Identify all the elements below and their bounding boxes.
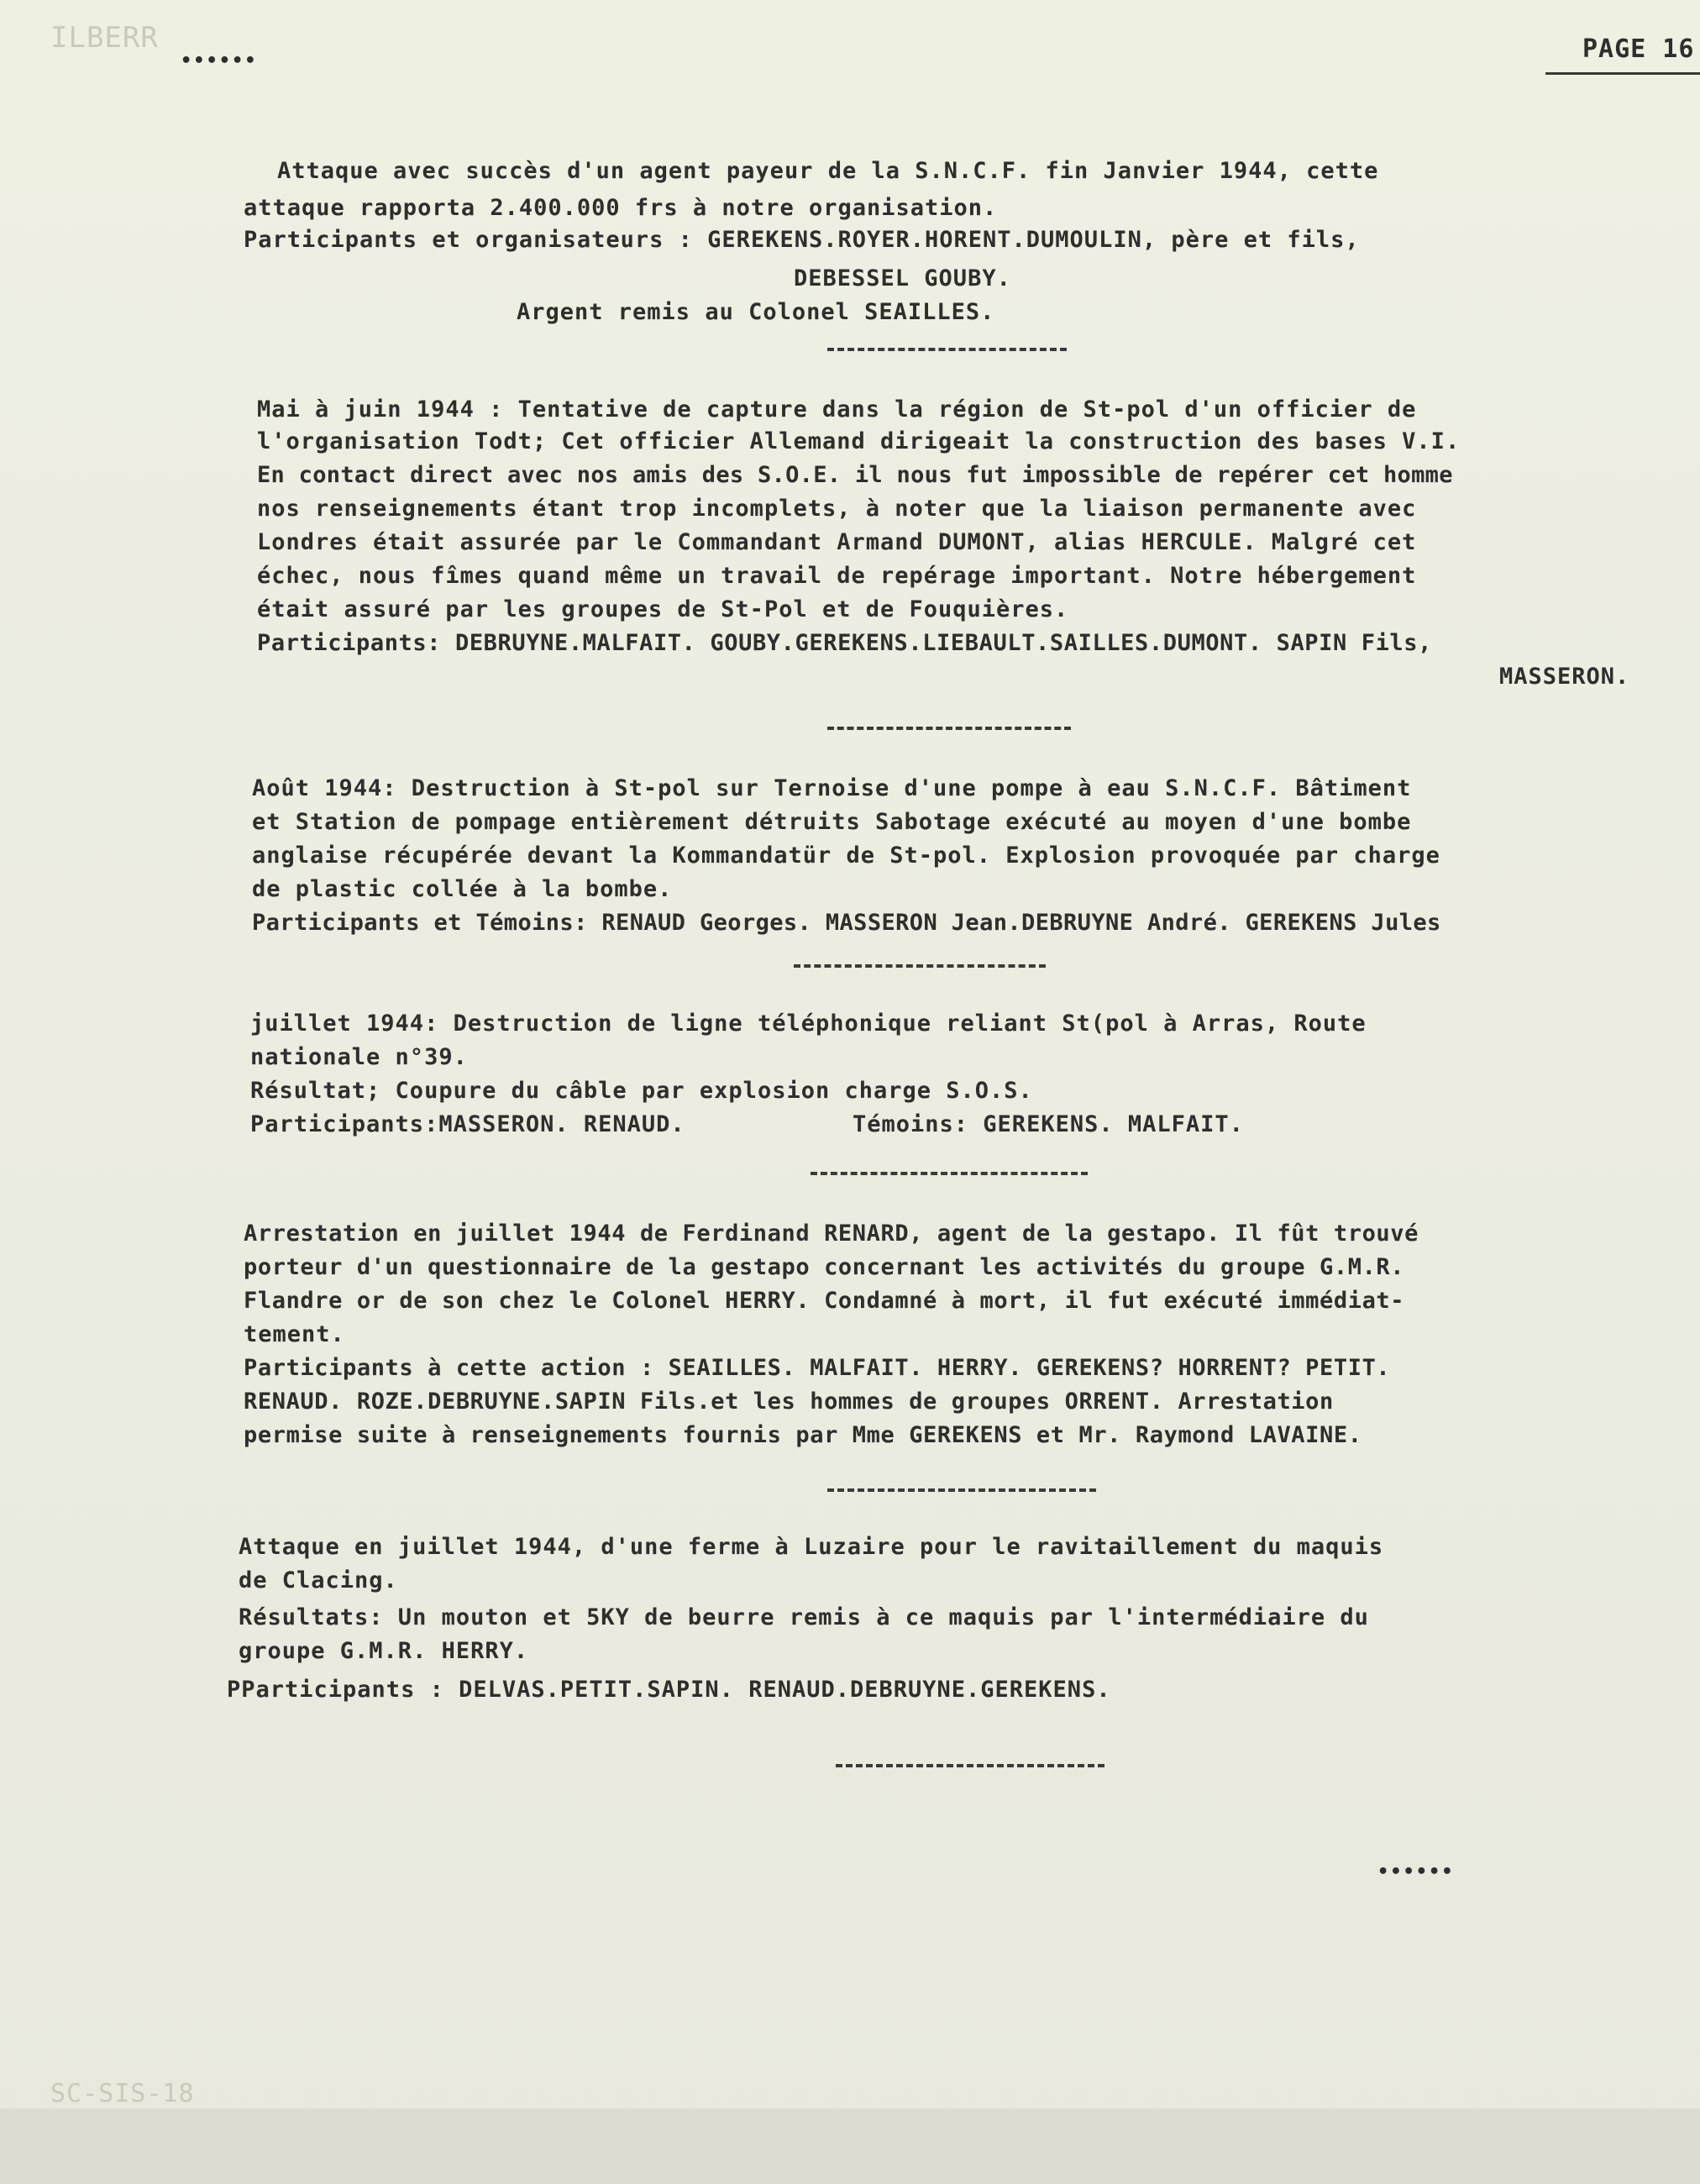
paragraph-line: En contact direct avec nos amis des S.O.E. il nous fut impossible de repérer cet homme: [257, 462, 1453, 488]
paragraph-line: nos renseignements étant trop incomplets, à noter que la liaison permanente avec: [257, 496, 1417, 522]
paragraph-line: de plastic collée à la bombe.: [252, 876, 673, 902]
paragraph-line: tement.: [244, 1321, 345, 1347]
paragraph-line: Flandre or de son chez le Colonel HERRY. Condamné à mort, il fut exécuté immédiat-: [244, 1288, 1405, 1314]
page-label: PAGE 16: [1582, 34, 1695, 64]
faint-stamp: SC-SIS-18: [50, 2079, 195, 2108]
paragraph-line: Août 1944: Destruction à St-pol sur Ternoise d'une pompe à eau S.N.C.F. Bâtiment: [252, 775, 1412, 801]
paragraph-line: Participants et Témoins: RENAUD Georges. MASSERON Jean.DEBRUYNE André. GEREKENS Jules: [252, 910, 1441, 936]
dashed-separator: [794, 964, 1046, 968]
paragraph-line: groupe G.M.R. HERRY.: [239, 1638, 529, 1664]
faint-corner-text: ILBERR: [50, 21, 159, 55]
paragraph-line: Attaque en juillet 1944, d'une ferme à Luzaire pour le ravitaillement du maquis: [239, 1534, 1384, 1560]
paragraph-line: Participants et organisateurs : GEREKENS.ROYER.HORENT.DUMOULIN, père et fils,: [244, 227, 1360, 253]
paragraph-line: PParticipants : DELVAS.PETIT.SAPIN. RENAUD.DEBRUYNE.GEREKENS.: [227, 1677, 1111, 1703]
paragraph-line: de Clacing.: [239, 1567, 398, 1593]
paragraph-line: Résultats: Un mouton et 5KY de beurre remis à ce maquis par l'intermédiaire du: [239, 1604, 1369, 1630]
paragraph-line: MASSERON.: [1499, 664, 1630, 690]
paragraph-line: anglaise récupérée devant la Kommandatür de St-pol. Explosion provoquée par charge: [252, 843, 1440, 869]
paragraph-line: échec, nous fîmes quand même un travail de repérage important. Notre hébergement: [257, 563, 1417, 589]
paragraph-line: Londres était assurée par le Commandant Armand DUMONT, alias HERCULE. Malgré cet: [257, 529, 1417, 555]
paragraph-line: Arrestation en juillet 1944 de Ferdinand RENARD, agent de la gestapo. Il fût trouvé: [244, 1221, 1419, 1247]
dashed-separator: [836, 1764, 1104, 1767]
paragraph-line: l'organisation Todt; Cet officier Allemand dirigeait la construction des bases V.I.: [257, 428, 1461, 454]
paragraph-line: DEBESSEL GOUBY.: [794, 265, 1011, 291]
paragraph-line: et Station de pompage entièrement détruits Sabotage exécuté au moyen d'une bombe: [252, 809, 1412, 835]
paragraph-line: Attaque avec succès d'un agent payeur de la S.N.C.F. fin Janvier 1944, cette: [277, 158, 1379, 184]
paragraph-line: nationale n°39.: [250, 1044, 468, 1070]
dashed-separator: [827, 1488, 1096, 1492]
paragraph-line: Participants: DEBRUYNE.MALFAIT. GOUBY.GEREKENS.LIEBAULT.SAILLES.DUMONT. SAPIN Fils,: [257, 630, 1432, 656]
paragraph-line: était assuré par les groupes de St-Pol et de Fouquières.: [257, 596, 1069, 622]
paragraph-line: Participants à cette action : SEAILLES. MALFAIT. HERRY. GEREKENS? HORRENT? PETIT.: [244, 1355, 1391, 1381]
paragraph-line: juillet 1944: Destruction de ligne téléphonique reliant St(pol à Arras, Route: [250, 1011, 1367, 1037]
dashed-separator: [827, 348, 1067, 351]
paragraph-line: Mai à juin 1944 : Tentative de capture dans la région de St-pol d'un officier de: [257, 396, 1417, 423]
paragraph-line: Témoins: GEREKENS. MALFAIT.: [853, 1111, 1244, 1137]
page-label-box: [1545, 34, 1700, 75]
paragraph-line: Résultat; Coupure du câble par explosion charge S.O.S.: [250, 1078, 1033, 1104]
paragraph-line: porteur d'un questionnaire de la gestapo concernant les activités du groupe G.M.R.: [244, 1254, 1405, 1280]
scan-bottom-edge: [0, 2108, 1700, 2184]
paragraph-line: Argent remis au Colonel SEAILLES.: [517, 299, 995, 325]
dashed-separator: [811, 1172, 1088, 1175]
header-left-mark: ••••••: [181, 50, 258, 71]
paragraph-line: permise suite à renseignements fournis par Mme GEREKENS et Mr. Raymond LAVAINE.: [244, 1422, 1362, 1448]
paragraph-line: RENAUD. ROZE.DEBRUYNE.SAPIN Fils.et les hommes de groupes ORRENT. Arrestation: [244, 1389, 1334, 1415]
dashed-separator: [827, 727, 1071, 730]
paragraph-line: attaque rapporta 2.400.000 frs à notre organisation.: [244, 195, 998, 221]
end-mark: ••••••: [1377, 1861, 1455, 1882]
paragraph-line: Participants:MASSERON. RENAUD.: [250, 1111, 685, 1137]
